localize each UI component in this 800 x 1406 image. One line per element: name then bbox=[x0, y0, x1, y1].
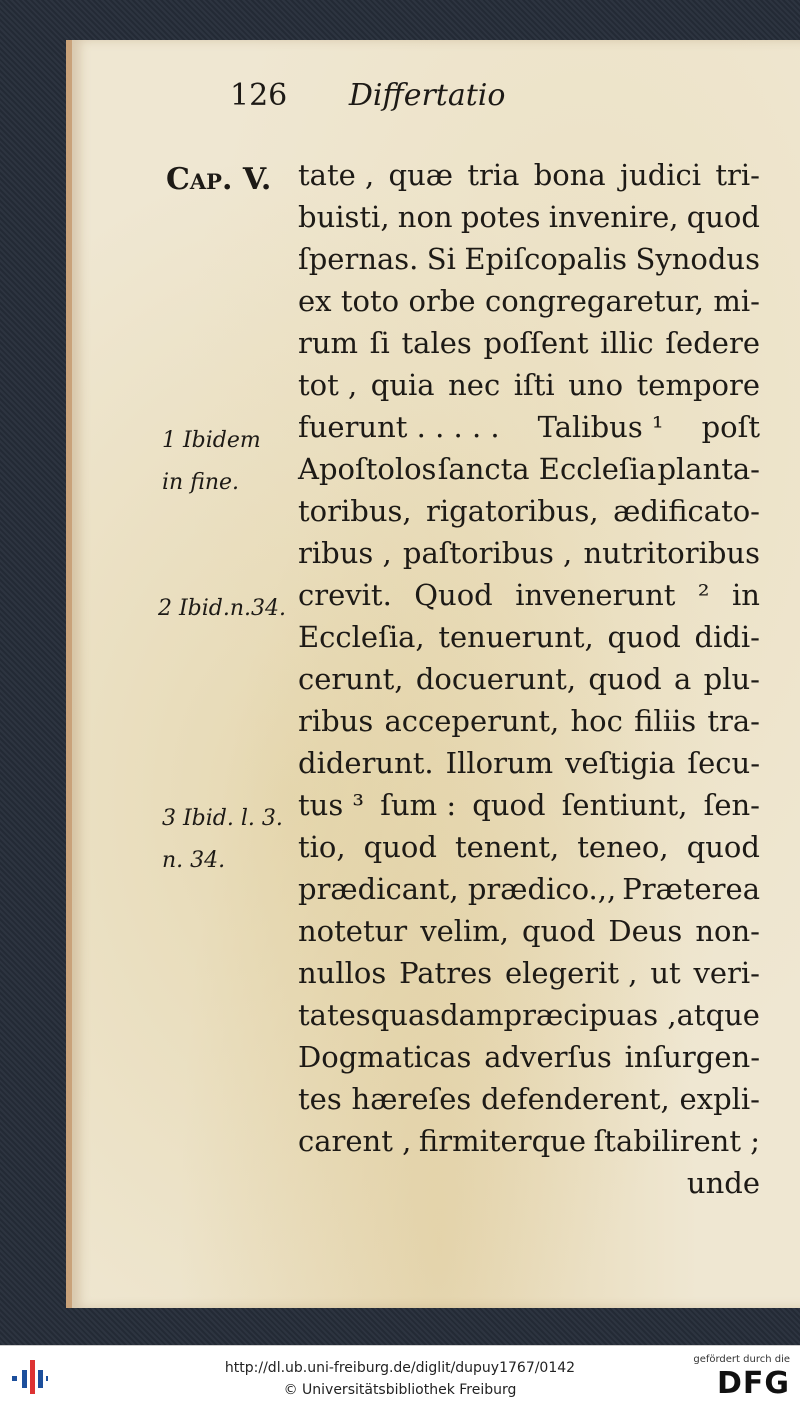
word: tus ³ bbox=[298, 788, 365, 822]
word: prædicant, prædico.,, bbox=[298, 872, 617, 906]
word: ribus bbox=[298, 704, 374, 738]
word: quod bbox=[686, 830, 760, 864]
word: ſtabilirent ; bbox=[593, 1124, 760, 1158]
text-line bbox=[298, 868, 760, 910]
word: ſi bbox=[369, 326, 390, 360]
running-title: Differtatio bbox=[348, 78, 506, 113]
text-line bbox=[298, 658, 760, 700]
text-line bbox=[298, 1036, 760, 1078]
dfg-logo: DFG bbox=[716, 1366, 790, 1401]
word: judici bbox=[620, 158, 702, 192]
word: præcipuas , bbox=[503, 998, 677, 1032]
word: quod bbox=[472, 788, 546, 822]
text-line bbox=[298, 322, 760, 364]
body-text bbox=[298, 154, 760, 1204]
word: ſecu- bbox=[687, 746, 760, 780]
word: ² bbox=[697, 578, 710, 612]
text-line bbox=[298, 154, 760, 196]
word: non bbox=[397, 200, 453, 234]
word: cerunt, bbox=[298, 662, 404, 696]
word: inſurgen- bbox=[624, 1040, 760, 1074]
word: defenderent, bbox=[481, 1082, 670, 1116]
word: docuerunt, bbox=[415, 662, 577, 696]
word: Talibus ¹ bbox=[537, 410, 664, 444]
text-line bbox=[298, 1078, 760, 1120]
word: filiis bbox=[634, 704, 697, 738]
chapter-marker: Cap. V. bbox=[166, 162, 272, 197]
word: veſtigia bbox=[565, 746, 676, 780]
word: diderunt. bbox=[298, 746, 434, 780]
word: toto bbox=[340, 284, 400, 318]
word: elegerit , bbox=[504, 956, 638, 990]
text-line bbox=[298, 994, 760, 1036]
word: tate , bbox=[298, 158, 375, 192]
word: quasdam bbox=[370, 998, 504, 1032]
word: atque bbox=[676, 998, 760, 1032]
text-line bbox=[298, 742, 760, 784]
word: Quod bbox=[414, 578, 493, 612]
word: quod bbox=[607, 620, 681, 654]
word: Deus bbox=[608, 914, 683, 948]
word: tria bbox=[467, 158, 520, 192]
word: nutritoribus bbox=[583, 536, 760, 570]
text-line bbox=[298, 196, 760, 238]
text-line bbox=[298, 406, 760, 448]
word: veri- bbox=[693, 956, 760, 990]
word: quæ bbox=[388, 158, 454, 192]
word: ribus , bbox=[298, 536, 392, 570]
word: Dogmaticas bbox=[298, 1040, 472, 1074]
word: ut bbox=[650, 956, 681, 990]
word: unde bbox=[686, 1166, 760, 1200]
word: nullos bbox=[298, 956, 387, 990]
text-line bbox=[298, 616, 760, 658]
word: hæreſes bbox=[351, 1082, 472, 1116]
word: orbe bbox=[408, 284, 476, 318]
word: quod bbox=[522, 914, 596, 948]
word: expli- bbox=[679, 1082, 760, 1116]
margin-note-2: 2 Ibid.n.34. bbox=[158, 596, 287, 621]
word: nec bbox=[448, 368, 501, 402]
word: buisti, bbox=[298, 200, 390, 234]
text-line bbox=[298, 700, 760, 742]
text-line bbox=[298, 574, 760, 616]
text-line bbox=[298, 1120, 760, 1162]
word: Synodus bbox=[635, 242, 760, 276]
text-line bbox=[298, 826, 760, 868]
page-number: 126 bbox=[230, 78, 288, 113]
word: notetur bbox=[298, 914, 408, 948]
word: invenire, bbox=[548, 200, 679, 234]
word: in bbox=[732, 578, 760, 612]
word: toribus, bbox=[298, 494, 412, 528]
word: paſtoribus , bbox=[402, 536, 573, 570]
word: poſſent bbox=[483, 326, 589, 360]
text-line bbox=[298, 280, 760, 322]
word: tri- bbox=[715, 158, 760, 192]
word: Apoſtolos bbox=[298, 452, 437, 486]
text-line bbox=[298, 238, 760, 280]
word: crevit. bbox=[298, 578, 392, 612]
word: Præterea bbox=[622, 872, 760, 906]
footer-bar bbox=[0, 1345, 800, 1406]
copyright-text: © Universitätsbibliothek Freiburg bbox=[283, 1382, 517, 1398]
word: uno bbox=[568, 368, 624, 402]
word: Patres bbox=[399, 956, 493, 990]
text-line bbox=[298, 448, 760, 490]
word: Epiſcopalis bbox=[464, 242, 628, 276]
word: Illorum bbox=[445, 746, 554, 780]
word: acceperunt, bbox=[384, 704, 560, 738]
margin-note-3a: 3 Ibid. l. 3. bbox=[162, 806, 283, 831]
text-line bbox=[298, 910, 760, 952]
word: tenuerunt, bbox=[438, 620, 594, 654]
word: ſentiunt, bbox=[561, 788, 688, 822]
word: tes bbox=[298, 1082, 342, 1116]
word: carent , bbox=[298, 1124, 412, 1158]
word: ſedere bbox=[665, 326, 760, 360]
word: non- bbox=[695, 914, 760, 948]
word: quod bbox=[686, 200, 760, 234]
word: mi- bbox=[713, 284, 760, 318]
text-line bbox=[298, 364, 760, 406]
word: ex bbox=[298, 284, 332, 318]
source-url[interactable]: http://dl.ub.uni-freiburg.de/diglit/dupuy1767/0142 bbox=[224, 1360, 576, 1376]
word: didi- bbox=[694, 620, 760, 654]
word: hoc bbox=[570, 704, 623, 738]
text-line bbox=[298, 532, 760, 574]
word: quod bbox=[363, 830, 437, 864]
word: ſancta Eccleſia bbox=[437, 452, 657, 486]
word: bona bbox=[533, 158, 606, 192]
page-header bbox=[230, 78, 505, 113]
word: tenent, bbox=[455, 830, 560, 864]
word: iſti bbox=[513, 368, 555, 402]
word: potes bbox=[460, 200, 541, 234]
word: tates bbox=[298, 998, 371, 1032]
margin-note-1b: in fine. bbox=[162, 470, 240, 495]
word: Si bbox=[426, 242, 456, 276]
word: invenerunt bbox=[515, 578, 676, 612]
text-line bbox=[298, 952, 760, 994]
word: congregaretur, bbox=[484, 284, 705, 318]
word: tot , bbox=[298, 368, 358, 402]
funder-caption: gefördert durch die bbox=[693, 1354, 790, 1365]
word: Eccleſia, bbox=[298, 620, 425, 654]
word: tra- bbox=[707, 704, 760, 738]
margin-note-1a: 1 Ibidem bbox=[162, 428, 261, 453]
word: plu- bbox=[703, 662, 760, 696]
word: firmiterque bbox=[418, 1124, 586, 1158]
word: quia bbox=[370, 368, 435, 402]
word: velim, bbox=[420, 914, 509, 948]
word: fuerunt . . . . . bbox=[298, 410, 500, 444]
text-line bbox=[298, 1162, 760, 1204]
word: ſpernas. bbox=[298, 242, 419, 276]
word: tio, bbox=[298, 830, 346, 864]
word: adverſus bbox=[484, 1040, 612, 1074]
word: teneo, bbox=[577, 830, 669, 864]
text-line bbox=[298, 784, 760, 826]
text-line bbox=[298, 490, 760, 532]
word: planta- bbox=[657, 452, 760, 486]
margin-note-3b: n. 34. bbox=[162, 848, 226, 873]
word: rum bbox=[298, 326, 359, 360]
word: poſt bbox=[701, 410, 760, 444]
word: tempore bbox=[636, 368, 760, 402]
word: quod bbox=[588, 662, 662, 696]
word: rigatoribus, bbox=[426, 494, 599, 528]
word: a bbox=[674, 662, 692, 696]
word: ſen- bbox=[703, 788, 760, 822]
word: illic bbox=[600, 326, 654, 360]
word: tales bbox=[401, 326, 472, 360]
word: ſum : bbox=[380, 788, 457, 822]
word: ædificato- bbox=[613, 494, 760, 528]
